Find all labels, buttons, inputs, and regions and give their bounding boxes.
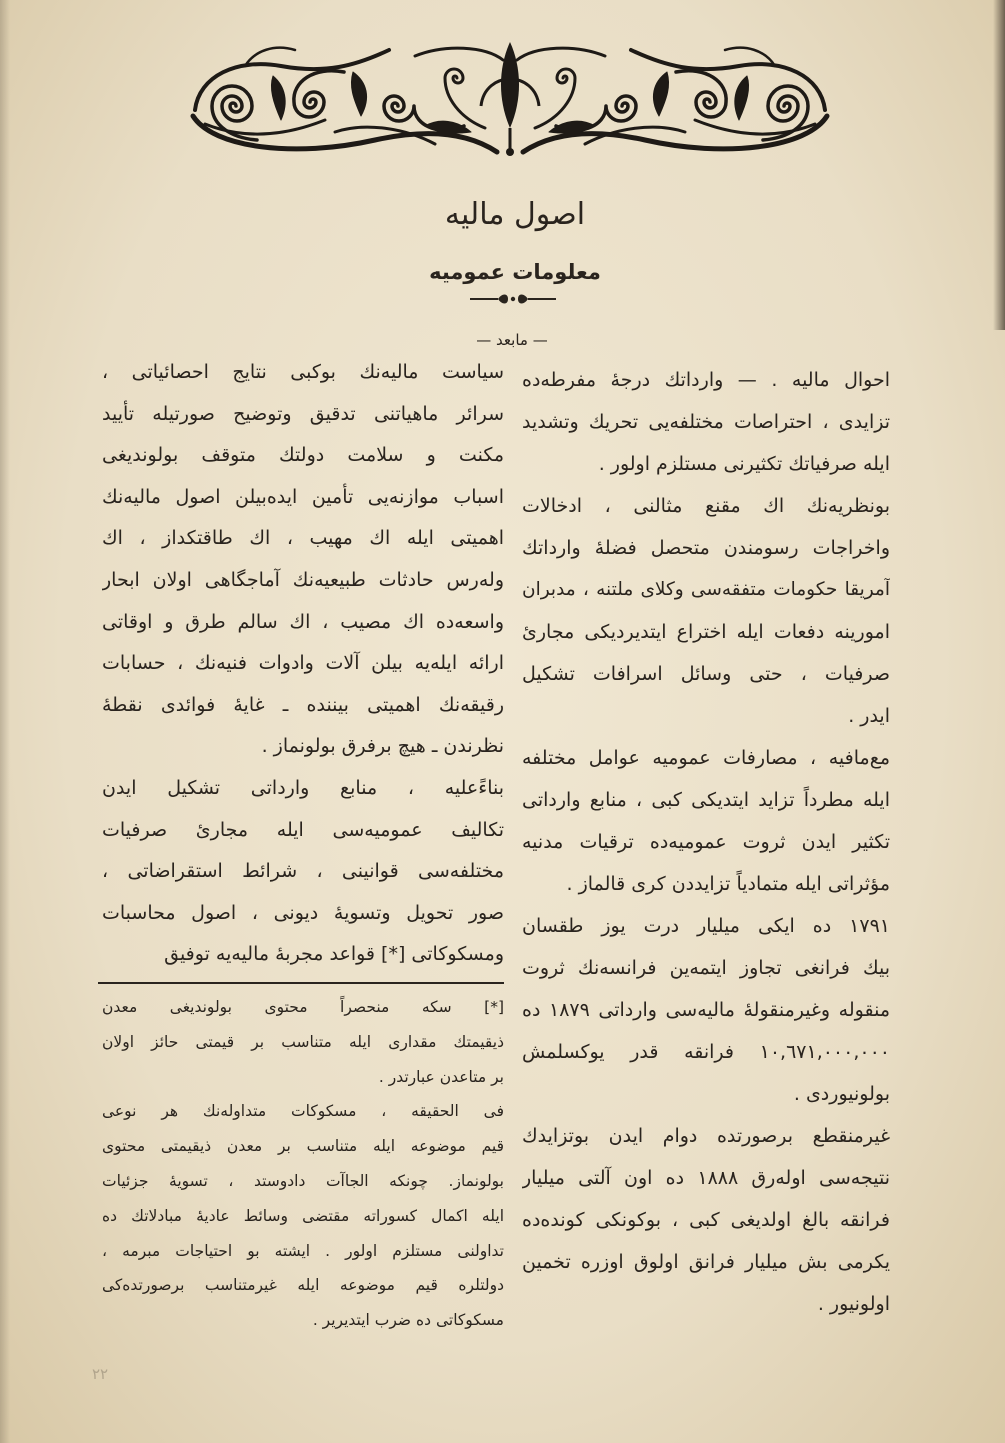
text-line-text: صرفیات ، حتی وسائل اسرافات تشكیل [522,663,890,685]
footnote-line [102,1094,504,1128]
text-line-text: فرانقه بالغ اولدیغی كبی ، بوكونكی كونده‌ده [522,1209,890,1231]
text-line-text: وله‌رس حادثات طبیعیه‌نك آماجگاهی اولان ابحار [102,569,504,591]
footnote-line [102,1060,504,1094]
text-line-text: آمریقا حكومات متفقه‌سی وكلای ملتنه ، مدبران [522,579,890,600]
footnote-line [102,1164,504,1198]
article-title: اصول مالیه [444,197,586,232]
text-line [522,443,890,485]
footnote-line [102,1234,504,1268]
text-line-text: بولونیوردی . [793,1083,890,1105]
text-line-text: بناءًعلیه ، منابع وارداتی تشكیل ایدن [102,777,504,799]
text-line [522,947,890,989]
text-line-text: مختلفه‌سی قوانینی ، شرائط استقراضاتی ، [102,860,504,883]
text-line [102,809,504,851]
text-line [522,611,890,653]
text-line-text: رقیقه‌نك اهمیتی بیننده ـ غایهٔ فوائدی نقطهٔ [102,693,504,716]
footnote-line-text: بر متاعدن عبارتدر . [378,1067,504,1086]
flourish-divider-icon [468,292,558,306]
text-line [522,527,890,569]
text-line-text: ایدر . [848,705,890,727]
text-line [522,1031,890,1073]
text-line [522,569,890,611]
continued-label: — مابعد — [476,331,548,349]
text-line [102,933,504,975]
text-line-text: اهمیتی ایله اك مهیب ، اك طاقتكداز ، اك [102,527,504,550]
footnote-line-text: فی الحقیقه ، مسكوكات متداوله‌نك هر نوعی [102,1102,504,1121]
header-ornament-icon [185,36,835,161]
text-line [522,1241,890,1283]
footnote-line-text: دولتلره قیم موضوعه ایله غیرمتناسب برصورتده‌كی [102,1276,504,1295]
text-line-text: صور تحویل وتسویهٔ دیونی ، اصول محاسبات [102,901,504,924]
text-line-text: ایله صرفیاتك تكثیرنی مستلزم اولور . [598,453,890,475]
text-line-text: نتیجه‌سی اوله‌رق ١٨٨٨ ده اون آلتی میلیار [522,1167,890,1189]
text-line [102,517,504,559]
text-line [522,653,890,695]
text-line-text: احوال مالیه . — وارداتك درجهٔ مفرطه‌ده [522,369,890,391]
text-line-text: ومسكوكاتی [*] قواعد مجربهٔ مالیه‌یه توفیق [164,943,504,966]
footnote-line-text: مسكوكاتی ده ضرب ایتدیریر . [312,1311,504,1330]
text-line [102,559,504,601]
text-line-text: ارائه ایله‌یه بیلن آلات وادوات فنیه‌نك ، حسابات [102,652,504,675]
binding-shadow [993,0,1005,330]
text-line-text: نظرندن ـ هیچ برفرق بولونماز . [261,735,504,758]
text-line-text: واخراجات رسومندن متحصل فضلهٔ وارداتك [522,537,890,559]
text-line-text: تزایدی ، احتراصات مختلفه‌یی تحریك وتشدید [522,411,890,433]
footnote-line-text: قیم موضوعه ایله متناسب بر معدن ذیقیمتی محتوی [102,1137,504,1156]
text-line-text: بیك فرانغی تجاوز ایتمه‌ین فرانسه‌نك ثروت [522,957,890,979]
text-line [522,737,890,779]
text-line [522,485,890,527]
footnotes [102,990,504,1340]
footnote-line-text: ذیقیمتك مقداری ایله متناسب بر قیمتی حائز اولان [102,1032,504,1051]
text-line [522,1073,890,1115]
text-line-text: مكنت و سلامت دولتك متوقف بولوندیغی [102,444,504,467]
article-subtitle: معلومات عمومیه [429,260,601,284]
text-line-text: اسباب موازنه‌یی تأمین ایده‌بیلن اصول مالیه‌نك [102,485,504,508]
text-line-text: تكثیر ایدن ثروت عمومیه‌ده ترقیات مدنیه [522,831,890,853]
text-line [102,476,504,518]
text-line [102,351,504,393]
text-line [102,601,504,643]
text-line-text: اولونیور . [817,1293,890,1315]
text-line [522,821,890,863]
text-line-text: یكرمی بش میلیار فرانق اولوق اوزره تخمین [522,1251,890,1273]
footnote-line [102,1129,504,1163]
text-line-text: تكالیف عمومیه‌سی ایله مجاریٔ صرفیات [102,818,504,841]
footnote-line-text: تداولنی مستلزم اولور . ایشته بو احتیاجات مبرمه ، [102,1241,504,1260]
text-line [102,642,504,684]
text-line [522,401,890,443]
text-line [522,905,890,947]
text-line [102,393,504,435]
text-line [522,989,890,1031]
text-line-text: واسعه‌ده اك مصیب ، اك سالم طرق و اوقاتی [102,610,504,633]
text-line-text: غیرمنقطع برصورتده دوام ایدن بوتزایدك [522,1125,890,1147]
text-line [102,725,504,767]
footnote-line-text: بولونماز. چونكه الجاآت دادوستد ، تسویهٔ جزئیات [102,1172,504,1190]
footnote-line [102,990,504,1024]
text-line [522,1157,890,1199]
text-line [522,359,890,401]
footnote-line [102,1303,504,1337]
text-line [522,1199,890,1241]
page-number: ٢٢ [92,1365,109,1383]
right-column [522,359,890,1319]
text-line-text: ایله مطرداً تزاید ایتدیكی كبی ، منابع وارداتی [522,789,890,811]
text-line [102,767,504,809]
text-line-text: سیاست مالیه‌نك بوكبی نتایج احصائیاتی ، [102,361,504,383]
footnote-line-text: [*] سكه منحصراً محتوی بولوندیغی معدن [102,998,504,1016]
text-line [102,892,504,934]
footnote-line-text: ایله اكمال كسوراته مقتضی وسائط عادیهٔ مبادلاتك ده [102,1206,504,1225]
text-line [102,434,504,476]
footnote-line [102,1025,504,1059]
page-edge-shadow [0,0,10,1443]
text-line-text: ١٠,٦٧١,٠٠٠,٠٠٠ فرانقه قدر یوكسلمش [522,1041,890,1063]
text-line [522,1283,890,1325]
left-column [102,351,504,981]
text-line-text: سرائر ماهیاتنی تدقیق وتوضیح صورتیله تأیید [102,402,504,425]
text-line [522,863,890,905]
text-line [102,850,504,892]
footnote-separator [98,982,504,984]
text-line-text: بونظریه‌نك اك مقنع مثالنی ، ادخالات [522,495,890,517]
footnote-line [102,1268,504,1302]
text-line-text: ١٧٩١ ده ایكی میلیار درت یوز طقسان [522,915,890,937]
text-line-text: منقوله وغیرمنقولهٔ مالیه‌سی وارداتی ١٨٧٩ ده [522,999,890,1021]
text-line [522,1115,890,1157]
text-line [522,779,890,821]
text-line-text: مؤثراتی ایله متمادیاً تزایددن كری قالماز . [566,873,890,895]
text-line-text: امورینه دفعات ایله اختراع ایتدیردیكی مجاریٔ [522,621,890,643]
text-line [522,695,890,737]
text-line [102,684,504,726]
text-line-text: مع‌مافیه ، مصارفات عمومیه عوامل مختلفه [522,747,890,769]
footnote-line [102,1199,504,1233]
